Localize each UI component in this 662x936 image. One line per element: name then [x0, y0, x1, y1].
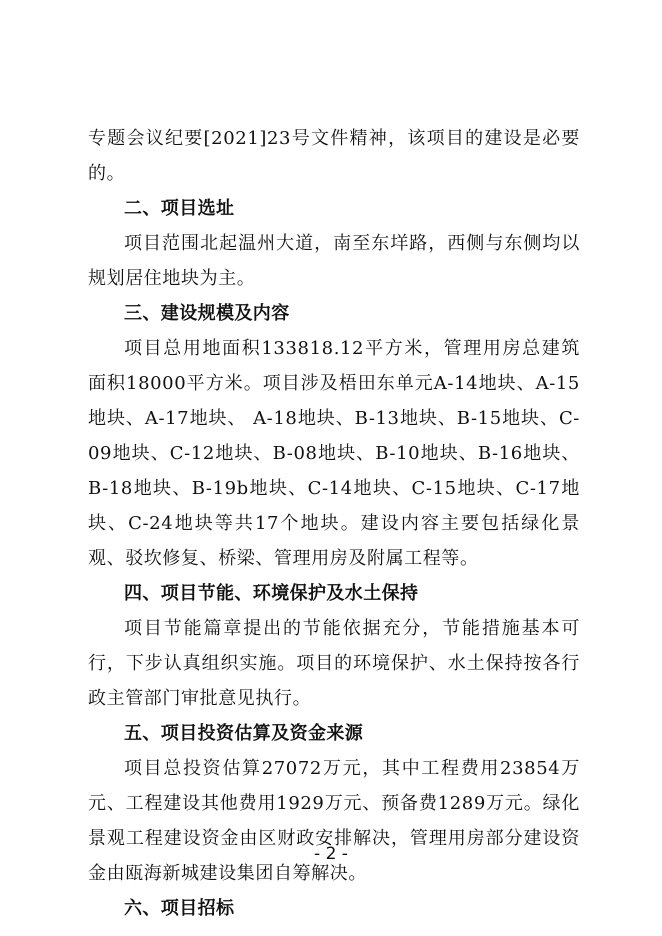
- section-paragraph-investment: 项目总投资估算27072万元，其中工程费用23854万元、工程建设其他费用1929万元、预备费1289万元。绿化景观工程建设资金由区财政安排解决，管理用房部分建设资金由瓯海新城建设集团自筹解决。: [88, 758, 580, 884]
- continuation-text: 专题会议纪要[2021]23号文件精神，该项目的建设是必要的。: [88, 128, 580, 184]
- section-heading-bidding: 六、项目招标: [124, 898, 235, 919]
- section-paragraph-energy: 项目节能篇章提出的节能依据充分，节能措施基本可行，下步认真组织实施。项目的环境保护、水土保持按各行政主管部门审批意见执行。: [88, 618, 580, 709]
- section-heading-investment: 五、项目投资估算及资金来源: [124, 723, 364, 744]
- page-number: - 2 -: [314, 844, 348, 864]
- section-paragraph-site: 项目范围北起温州大道，南至东垟路，西侧与东侧均以规划居住地块为主。: [88, 233, 580, 289]
- section-heading-scale: 三、建设规模及内容: [124, 303, 290, 324]
- section-paragraph-scale: 项目总用地面积133818.12平方米，管理用房总建筑面积18000平方米。项目涉及梧田东单元A-14地块、A-15地块、A-17地块、 A-18地块、B-13地块、B-15地块、C-09地块、C-12地块、B-08地块、B-10地块、B-16地块、B-18地块、B-19b地块、C-14地块、C-15地块、C-17地块、C-24地块等共17个地块。建设内容主要包括绿化景观、驳坎修复、桥梁、管理用房及附属工程等。: [88, 338, 580, 569]
- section-heading-energy: 四、项目节能、环境保护及水土保持: [124, 583, 419, 604]
- section-heading-site: 二、项目选址: [124, 198, 235, 219]
- document-page: [88, 121, 580, 926]
